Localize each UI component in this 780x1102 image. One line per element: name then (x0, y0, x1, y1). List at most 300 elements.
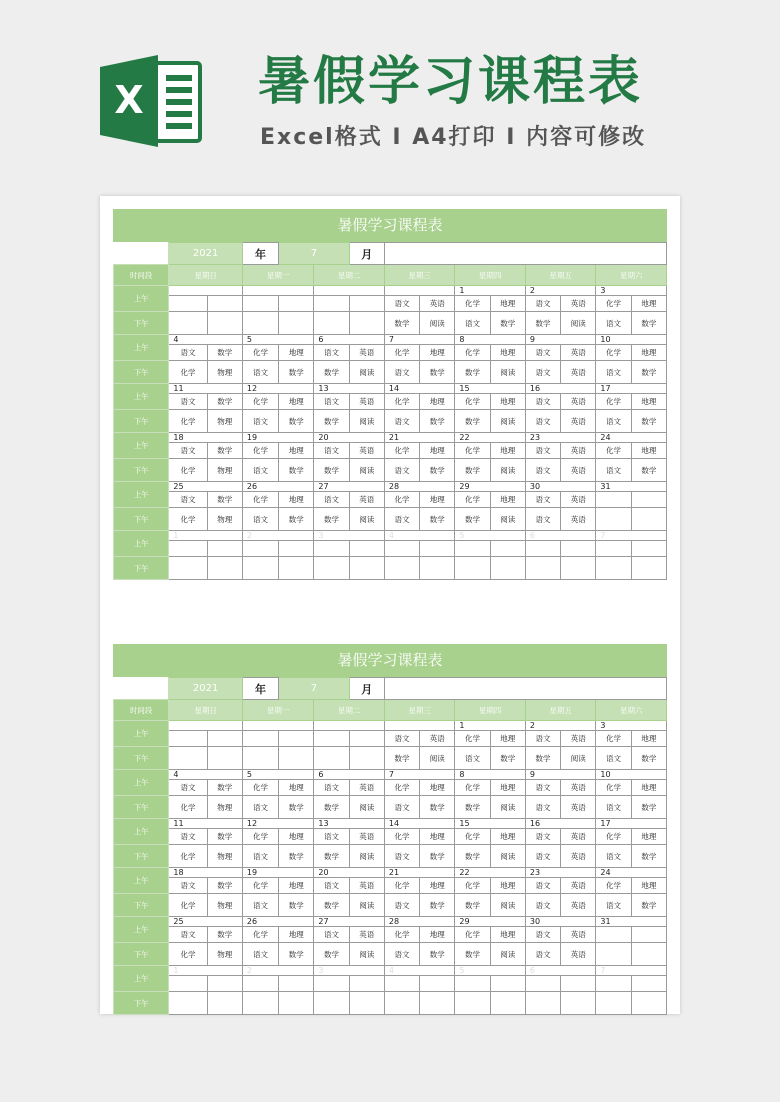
date-cell: 17 (596, 384, 667, 394)
pm-subject-cell: 阅读 (490, 508, 525, 531)
pm-subject-cell: 语文 (525, 508, 560, 531)
am-label: 上午 (114, 433, 169, 459)
pm-subject-cell: 数学 (631, 894, 666, 917)
am-subject-cell: 化学 (455, 443, 490, 459)
pm-subject-cell: 数学 (420, 508, 455, 531)
pm-subject-cell: 物理 (207, 845, 242, 868)
pm-subject-cell: 英语 (561, 943, 596, 966)
am-subject-cell (169, 296, 207, 312)
date-cell (242, 721, 314, 731)
am-subject-cell: 英语 (349, 443, 384, 459)
pm-subject-cell: 阅读 (490, 361, 525, 384)
am-label: 上午 (114, 819, 169, 845)
am-subject-cell: 化学 (596, 829, 631, 845)
am-subject-cell: 语文 (525, 927, 560, 943)
date-cell: 6 (525, 531, 596, 541)
pm-subject-cell: 语文 (525, 943, 560, 966)
pm-subject-cell: 语文 (525, 894, 560, 917)
am-subject-cell: 地理 (279, 878, 314, 894)
am-subject-cell: 化学 (384, 829, 419, 845)
pm-subject-cell: 语文 (242, 943, 278, 966)
date-cell: 27 (314, 917, 385, 927)
date-cell: 18 (169, 868, 243, 878)
date-cell: 29 (455, 482, 526, 492)
schedule-table (113, 677, 667, 1015)
am-subject-cell (596, 976, 631, 992)
date-cell: 11 (169, 819, 243, 829)
am-subject-cell: 语文 (314, 780, 349, 796)
am-subject-cell: 数学 (207, 927, 242, 943)
am-subject-cell: 地理 (631, 878, 666, 894)
am-subject-cell: 化学 (384, 492, 419, 508)
pm-subject-cell: 数学 (455, 459, 490, 482)
date-cell: 2 (242, 531, 314, 541)
pm-subject-cell: 数学 (314, 459, 349, 482)
pm-subject-cell: 数学 (314, 361, 349, 384)
am-subject-cell: 语文 (384, 731, 419, 747)
am-subject-cell: 化学 (242, 394, 278, 410)
am-subject-cell: 化学 (596, 394, 631, 410)
date-cell: 24 (596, 433, 667, 443)
am-subject-cell: 语文 (525, 443, 560, 459)
am-subject-cell: 地理 (490, 780, 525, 796)
am-subject-cell: 化学 (242, 443, 278, 459)
am-subject-cell: 地理 (490, 394, 525, 410)
pm-subject-cell: 语文 (596, 410, 631, 433)
am-subject-cell: 地理 (420, 927, 455, 943)
date-cell: 7 (384, 335, 455, 345)
am-subject-cell (169, 976, 207, 992)
pm-label: 下午 (114, 894, 169, 917)
date-cell: 4 (384, 966, 455, 976)
am-subject-cell: 语文 (525, 731, 560, 747)
pm-subject-cell: 物理 (207, 361, 242, 384)
pm-subject-cell (207, 312, 242, 335)
blank-cell (114, 243, 169, 265)
pm-subject-cell: 阅读 (490, 410, 525, 433)
pm-subject-cell (596, 992, 631, 1015)
am-subject-cell: 语文 (169, 443, 207, 459)
am-subject-cell: 英语 (349, 345, 384, 361)
am-subject-cell: 地理 (279, 780, 314, 796)
date-cell: 15 (455, 819, 526, 829)
date-cell: 26 (242, 482, 314, 492)
pm-subject-cell: 化学 (169, 361, 207, 384)
pm-subject-cell (349, 312, 384, 335)
pm-subject-cell (169, 747, 207, 770)
year-value: 2021 (169, 678, 243, 700)
am-subject-cell: 地理 (490, 492, 525, 508)
am-subject-cell: 英语 (349, 878, 384, 894)
am-subject-cell (420, 976, 455, 992)
pm-subject-cell (169, 557, 207, 580)
am-subject-cell: 英语 (561, 878, 596, 894)
pm-subject-cell (455, 557, 490, 580)
pm-label: 下午 (114, 459, 169, 482)
am-subject-cell: 化学 (455, 927, 490, 943)
pm-subject-cell: 语文 (596, 796, 631, 819)
am-subject-cell: 英语 (349, 492, 384, 508)
pm-subject-cell: 数学 (279, 459, 314, 482)
am-subject-cell (207, 541, 242, 557)
date-cell: 5 (455, 531, 526, 541)
am-subject-cell: 地理 (631, 443, 666, 459)
pm-subject-cell: 数学 (455, 894, 490, 917)
am-subject-cell (349, 976, 384, 992)
pm-subject-cell: 数学 (455, 845, 490, 868)
pm-subject-cell (314, 312, 349, 335)
pm-subject-cell: 阅读 (420, 747, 455, 770)
pm-subject-cell: 语文 (525, 459, 560, 482)
pm-subject-cell: 数学 (314, 943, 349, 966)
pm-subject-cell: 语文 (384, 894, 419, 917)
date-cell: 31 (596, 917, 667, 927)
pm-subject-cell: 语文 (384, 361, 419, 384)
am-subject-cell (279, 731, 314, 747)
am-subject-cell: 语文 (314, 878, 349, 894)
am-subject-cell: 化学 (242, 927, 278, 943)
am-label: 上午 (114, 966, 169, 992)
date-cell: 6 (525, 966, 596, 976)
pm-subject-cell: 语文 (242, 508, 278, 531)
am-subject-cell: 语文 (169, 829, 207, 845)
am-subject-cell: 英语 (349, 829, 384, 845)
am-subject-cell: 地理 (490, 345, 525, 361)
am-label: 上午 (114, 384, 169, 410)
pm-subject-cell: 语文 (384, 845, 419, 868)
am-subject-cell (490, 976, 525, 992)
pm-label: 下午 (114, 796, 169, 819)
pm-label: 下午 (114, 747, 169, 770)
am-subject-cell (242, 541, 278, 557)
date-cell: 5 (242, 770, 314, 780)
am-subject-cell: 地理 (279, 443, 314, 459)
am-subject-cell: 化学 (596, 731, 631, 747)
am-subject-cell (384, 541, 419, 557)
pm-subject-cell: 语文 (455, 312, 490, 335)
am-subject-cell (207, 976, 242, 992)
weekday-header: 星期日 (169, 700, 243, 721)
date-cell: 2 (525, 286, 596, 296)
pm-subject-cell: 数学 (455, 796, 490, 819)
date-cell: 5 (242, 335, 314, 345)
pm-subject-cell (349, 992, 384, 1015)
am-subject-cell: 地理 (490, 927, 525, 943)
date-cell: 16 (525, 819, 596, 829)
pm-subject-cell: 语文 (596, 312, 631, 335)
pm-subject-cell: 数学 (420, 410, 455, 433)
date-cell (242, 286, 314, 296)
pm-subject-cell (314, 747, 349, 770)
am-subject-cell (314, 296, 349, 312)
pm-subject-cell: 物理 (207, 943, 242, 966)
pm-label: 下午 (114, 992, 169, 1015)
am-subject-cell (314, 976, 349, 992)
am-subject-cell: 地理 (490, 878, 525, 894)
am-subject-cell (596, 927, 631, 943)
date-cell: 10 (596, 770, 667, 780)
blank-cell (384, 243, 666, 265)
pm-subject-cell (207, 557, 242, 580)
pm-subject-cell (349, 557, 384, 580)
page-subtitle: Excel格式 I A4打印 I 内容可修改 (260, 125, 647, 150)
pm-subject-cell: 数学 (279, 845, 314, 868)
pm-subject-cell: 语文 (242, 845, 278, 868)
pm-subject-cell: 数学 (279, 410, 314, 433)
date-cell: 2 (525, 721, 596, 731)
am-subject-cell: 地理 (490, 443, 525, 459)
pm-subject-cell: 数学 (314, 410, 349, 433)
am-subject-cell: 数学 (207, 345, 242, 361)
am-label: 上午 (114, 917, 169, 943)
am-subject-cell (242, 296, 278, 312)
am-label: 上午 (114, 721, 169, 747)
am-subject-cell (242, 976, 278, 992)
pm-subject-cell: 语文 (596, 845, 631, 868)
pm-subject-cell: 数学 (631, 410, 666, 433)
date-cell: 30 (525, 482, 596, 492)
am-subject-cell: 化学 (242, 345, 278, 361)
date-cell: 31 (596, 482, 667, 492)
pm-subject-cell: 物理 (207, 508, 242, 531)
am-subject-cell (525, 541, 560, 557)
pm-subject-cell: 数学 (631, 361, 666, 384)
date-cell: 14 (384, 819, 455, 829)
pm-subject-cell: 英语 (561, 459, 596, 482)
am-subject-cell (314, 541, 349, 557)
date-cell: 20 (314, 868, 385, 878)
am-subject-cell: 语文 (314, 829, 349, 845)
pm-subject-cell: 阅读 (561, 747, 596, 770)
date-cell: 25 (169, 917, 243, 927)
pm-subject-cell: 阅读 (561, 312, 596, 335)
am-subject-cell: 语文 (525, 829, 560, 845)
am-subject-cell: 地理 (279, 345, 314, 361)
pm-subject-cell: 阅读 (490, 943, 525, 966)
pm-subject-cell: 数学 (279, 508, 314, 531)
am-subject-cell: 语文 (169, 394, 207, 410)
am-subject-cell: 地理 (279, 927, 314, 943)
month-label: 月 (349, 243, 384, 265)
pm-subject-cell: 语文 (525, 361, 560, 384)
am-subject-cell (207, 296, 242, 312)
pm-subject-cell: 英语 (561, 894, 596, 917)
month-value: 7 (279, 243, 350, 265)
year-label: 年 (242, 678, 278, 700)
pm-subject-cell: 阅读 (349, 508, 384, 531)
pm-subject-cell (349, 747, 384, 770)
weekday-header: 星期六 (596, 700, 667, 721)
pm-subject-cell (279, 312, 314, 335)
pm-subject-cell: 数学 (314, 894, 349, 917)
am-subject-cell: 化学 (384, 927, 419, 943)
pm-subject-cell: 阅读 (490, 845, 525, 868)
pm-label: 下午 (114, 845, 169, 868)
am-subject-cell: 语文 (314, 394, 349, 410)
pm-subject-cell: 化学 (169, 943, 207, 966)
am-subject-cell: 数学 (207, 443, 242, 459)
am-subject-cell: 化学 (384, 394, 419, 410)
pm-subject-cell: 阅读 (490, 796, 525, 819)
pm-subject-cell: 数学 (314, 508, 349, 531)
date-cell: 17 (596, 819, 667, 829)
am-subject-cell: 语文 (169, 345, 207, 361)
am-subject-cell (169, 541, 207, 557)
am-subject-cell: 地理 (420, 878, 455, 894)
pm-subject-cell (596, 943, 631, 966)
am-subject-cell (631, 976, 666, 992)
date-cell: 8 (455, 335, 526, 345)
date-cell: 3 (314, 531, 385, 541)
pm-subject-cell: 语文 (384, 508, 419, 531)
date-cell: 15 (455, 384, 526, 394)
pm-subject-cell (207, 992, 242, 1015)
am-subject-cell (384, 976, 419, 992)
am-subject-cell (525, 976, 560, 992)
schedule-table (113, 242, 667, 580)
am-subject-cell: 化学 (596, 878, 631, 894)
date-cell: 24 (596, 868, 667, 878)
pm-subject-cell: 数学 (279, 894, 314, 917)
am-subject-cell: 地理 (420, 443, 455, 459)
am-subject-cell: 化学 (596, 345, 631, 361)
pm-subject-cell (314, 992, 349, 1015)
date-cell: 25 (169, 482, 243, 492)
date-cell: 8 (455, 770, 526, 780)
am-subject-cell: 英语 (561, 731, 596, 747)
pm-subject-cell: 数学 (631, 459, 666, 482)
am-subject-cell: 地理 (420, 829, 455, 845)
weekday-header: 星期一 (242, 265, 314, 286)
blank-cell (384, 678, 666, 700)
date-cell: 9 (525, 770, 596, 780)
pm-subject-cell: 阅读 (490, 894, 525, 917)
am-subject-cell: 地理 (420, 492, 455, 508)
am-subject-cell: 化学 (455, 878, 490, 894)
am-subject-cell: 数学 (207, 492, 242, 508)
pm-subject-cell: 数学 (279, 361, 314, 384)
pm-subject-cell: 语文 (242, 796, 278, 819)
date-cell: 3 (596, 286, 667, 296)
date-cell: 1 (169, 531, 243, 541)
weekday-header: 星期五 (525, 265, 596, 286)
pm-subject-cell: 化学 (169, 508, 207, 531)
pm-subject-cell: 数学 (631, 796, 666, 819)
pm-subject-cell: 语文 (384, 943, 419, 966)
date-cell: 16 (525, 384, 596, 394)
am-subject-cell: 英语 (561, 829, 596, 845)
am-subject-cell (314, 731, 349, 747)
am-subject-cell: 化学 (242, 492, 278, 508)
am-subject-cell: 化学 (455, 780, 490, 796)
pm-subject-cell (631, 557, 666, 580)
am-subject-cell: 语文 (525, 492, 560, 508)
am-subject-cell: 化学 (384, 345, 419, 361)
pm-subject-cell: 数学 (631, 845, 666, 868)
date-cell (384, 721, 455, 731)
date-cell: 1 (169, 966, 243, 976)
pm-subject-cell: 语文 (242, 459, 278, 482)
am-subject-cell (596, 541, 631, 557)
am-subject-cell: 语文 (525, 345, 560, 361)
pm-label: 下午 (114, 557, 169, 580)
logo-letter: X (114, 78, 144, 122)
date-cell: 6 (314, 335, 385, 345)
pm-subject-cell: 阅读 (349, 845, 384, 868)
date-cell: 29 (455, 917, 526, 927)
am-subject-cell: 英语 (561, 296, 596, 312)
pm-subject-cell (631, 992, 666, 1015)
am-subject-cell: 地理 (490, 296, 525, 312)
pm-subject-cell: 物理 (207, 459, 242, 482)
am-subject-cell (455, 976, 490, 992)
am-subject-cell: 英语 (561, 780, 596, 796)
pm-label: 下午 (114, 361, 169, 384)
pm-subject-cell: 阅读 (349, 943, 384, 966)
am-subject-cell: 英语 (561, 345, 596, 361)
pm-subject-cell: 数学 (420, 459, 455, 482)
pm-subject-cell (525, 557, 560, 580)
pm-subject-cell: 物理 (207, 410, 242, 433)
am-subject-cell: 化学 (596, 443, 631, 459)
pm-subject-cell (420, 992, 455, 1015)
excel-logo-icon (100, 55, 202, 147)
date-cell: 23 (525, 433, 596, 443)
pm-subject-cell: 语文 (242, 410, 278, 433)
am-subject-cell: 地理 (420, 780, 455, 796)
date-cell: 14 (384, 384, 455, 394)
pm-subject-cell: 数学 (455, 943, 490, 966)
pm-subject-cell (561, 557, 596, 580)
am-subject-cell (631, 541, 666, 557)
am-subject-cell: 语文 (169, 780, 207, 796)
am-subject-cell: 地理 (631, 780, 666, 796)
am-subject-cell: 语文 (384, 296, 419, 312)
weekday-header: 星期二 (314, 700, 385, 721)
am-subject-cell: 化学 (384, 443, 419, 459)
am-subject-cell: 英语 (349, 927, 384, 943)
am-subject-cell: 化学 (242, 878, 278, 894)
pm-subject-cell: 语文 (384, 410, 419, 433)
pm-subject-cell (242, 747, 278, 770)
am-subject-cell (490, 541, 525, 557)
pm-subject-cell (242, 557, 278, 580)
date-cell: 4 (384, 531, 455, 541)
am-subject-cell: 化学 (384, 878, 419, 894)
pm-subject-cell (384, 992, 419, 1015)
pm-subject-cell: 数学 (279, 943, 314, 966)
date-cell: 4 (169, 770, 243, 780)
am-subject-cell: 数学 (207, 829, 242, 845)
am-subject-cell: 化学 (455, 394, 490, 410)
pm-subject-cell: 数学 (525, 747, 560, 770)
am-subject-cell: 英语 (349, 394, 384, 410)
am-label: 上午 (114, 770, 169, 796)
pm-subject-cell (384, 557, 419, 580)
date-cell: 5 (455, 966, 526, 976)
am-subject-cell: 英语 (349, 780, 384, 796)
date-cell: 12 (242, 819, 314, 829)
pm-subject-cell: 数学 (420, 796, 455, 819)
weekday-header: 星期二 (314, 265, 385, 286)
am-subject-cell: 英语 (561, 492, 596, 508)
am-subject-cell: 化学 (455, 492, 490, 508)
pm-subject-cell: 英语 (561, 361, 596, 384)
year-value: 2021 (169, 243, 243, 265)
am-subject-cell: 化学 (596, 296, 631, 312)
am-subject-cell (207, 731, 242, 747)
schedule-sheet-2 (113, 644, 667, 1015)
